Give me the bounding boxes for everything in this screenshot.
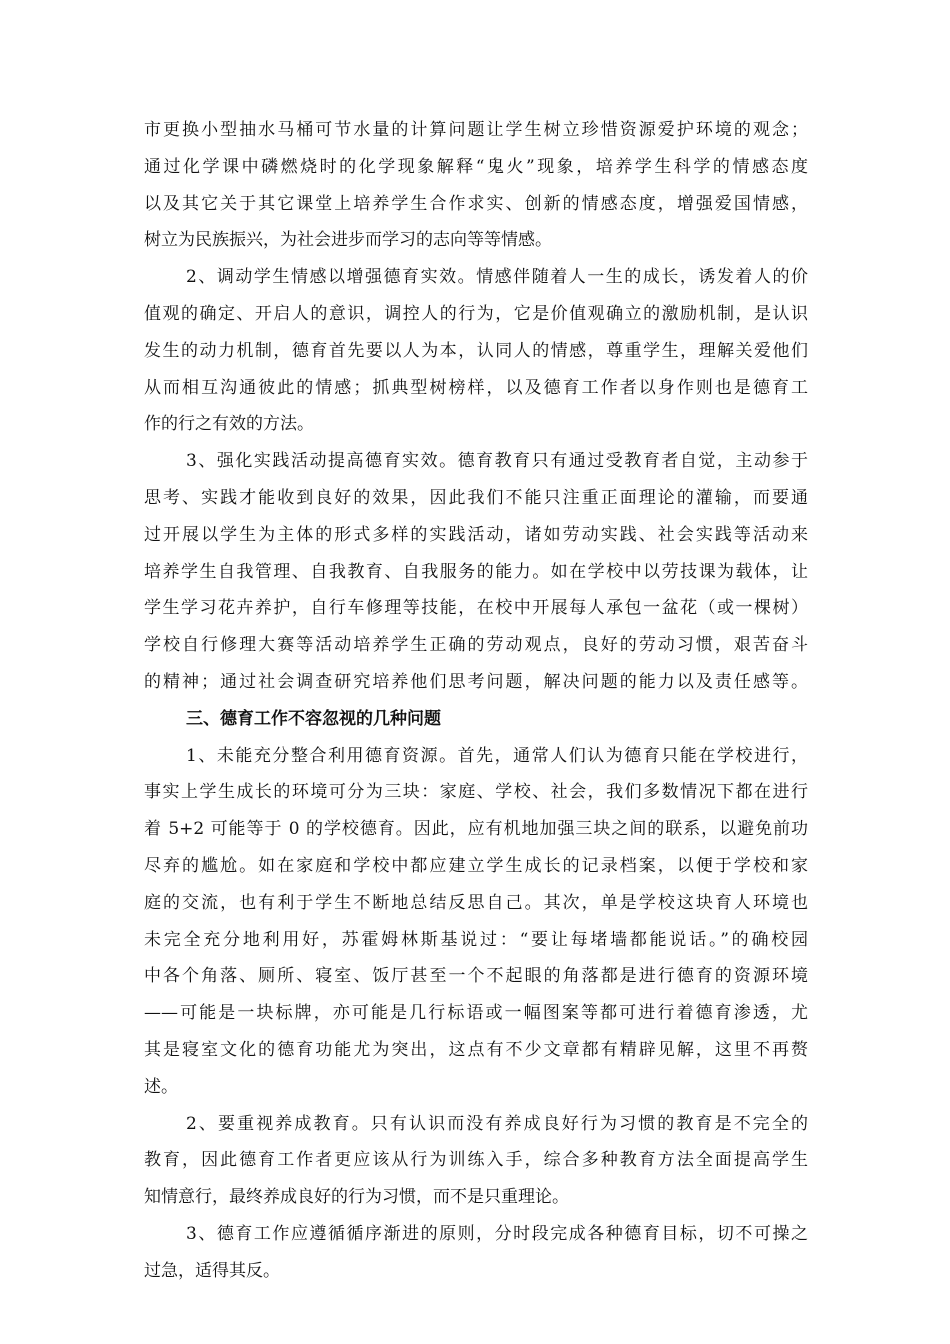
paragraph-line: 学校自行修理大赛等活动培养学生正确的劳动观点，良好的劳动习惯，艰苦奋斗 [144, 635, 808, 656]
paragraph-line: 作的行之有效的方法。 [144, 414, 314, 435]
document-page [144, 112, 808, 1290]
paragraph-line: 发生的动力机制，德育首先要以人为本，认同人的情感，尊重学生，理解关爱他们 [144, 340, 808, 361]
paragraph-line: 教育，因此德育工作者更应该从行为训练入手，综合多种教育方法全面提高学生 [144, 1150, 808, 1171]
paragraph-line: 未完全充分地利用好，苏霍姆林斯基说过：“要让每堵墙都能说话。”的确校园 [144, 929, 808, 950]
paragraph-line: 庭的交流，也有利于学生不断地总结反思自己。其次，单是学校这块育人环境也 [144, 892, 808, 913]
paragraph-line: 1、未能充分整合利用德育资源。首先，通常人们认为德育只能在学校进行， [186, 745, 808, 766]
paragraph-line: 市更换小型抽水马桶可节水量的计算问题让学生树立珍惜资源爱护环境的观念； [144, 120, 808, 140]
paragraph-line: 2、要重视养成教育。只有认识而没有养成良好行为习惯的教育是不完全的 [186, 1113, 808, 1134]
paragraph-line: 学生学习花卉养护，自行车修理等技能，在校中开展每人承包一盆花（或一棵树） [144, 598, 808, 619]
section-heading: 三、德育工作不容忽视的几种问题 [186, 708, 441, 729]
paragraph-line: 过开展以学生为主体的形式多样的实践活动，诸如劳动实践、社会实践等活动来 [144, 524, 808, 545]
paragraph-line: ——可能是一块标牌，亦可能是几行标语或一幅图案等都可进行着德育渗透，尤 [144, 1003, 808, 1024]
paragraph-line: 从而相互沟通彼此的情感；抓典型树榜样，以及德育工作者以身作则也是德育工 [144, 377, 808, 398]
paragraph-line: 以及其它关于其它课堂上培养学生合作求实、创新的情感态度，增强爱国情感， [144, 193, 808, 214]
paragraph-line: 其是寝室文化的德育功能尤为突出，这点有不少文章都有精辟见解，这里不再赘 [144, 1039, 808, 1060]
paragraph-line: 3、德育工作应遵循循序渐进的原则，分时段完成各种德育目标，切不可操之 [186, 1223, 808, 1244]
paragraph-line: 知情意行，最终养成良好的行为习惯，而不是只重理论。 [144, 1187, 569, 1208]
paragraph-line: 3、强化实践活动提高德育实效。德育教育只有通过受教育者自觉，主动参于 [186, 451, 808, 472]
paragraph-line: 事实上学生成长的环境可分为三块：家庭、学校、社会，我们多数情况下都在进行 [144, 782, 808, 803]
paragraph-line: 思考、实践才能收到良好的效果，因此我们不能只注重正面理论的灌输，而要通 [144, 487, 808, 508]
paragraph-line: 通过化学课中磷燃烧时的化学现象解释“鬼火”现象，培养学生科学的情感态度 [144, 156, 808, 177]
paragraph-line: 值观的确定、开启人的意识，调控人的行为，它是价值观确立的激励机制，是认识 [144, 303, 808, 324]
paragraph-line: 树立为民族振兴，为社会进步而学习的志向等等情感。 [144, 230, 552, 251]
paragraph-line: 培养学生自我管理、自我教育、自我服务的能力。如在学校中以劳技课为载体，让 [144, 561, 808, 582]
paragraph-line: 尽弃的尴尬。如在家庭和学校中都应建立学生成长的记录档案，以便于学校和家 [144, 855, 808, 876]
paragraph-line: 的精神；通过社会调查研究培养他们思考问题，解决问题的能力以及责任感等。 [144, 671, 808, 692]
paragraph-line: 2、调动学生情感以增强德育实效。情感伴随着人一生的成长，诱发着人的价 [186, 267, 808, 288]
paragraph-line: 中各个角落、厕所、寝室、饭厅甚至一个不起眼的角落都是进行德育的资源环境 [144, 966, 808, 987]
paragraph-line: 过急，适得其反。 [144, 1260, 280, 1281]
paragraph-line: 述。 [144, 1076, 178, 1097]
paragraph-line: 着 5+2 可能等于 0 的学校德育。因此，应有机地加强三块之间的联系，以避免前功 [144, 819, 808, 840]
